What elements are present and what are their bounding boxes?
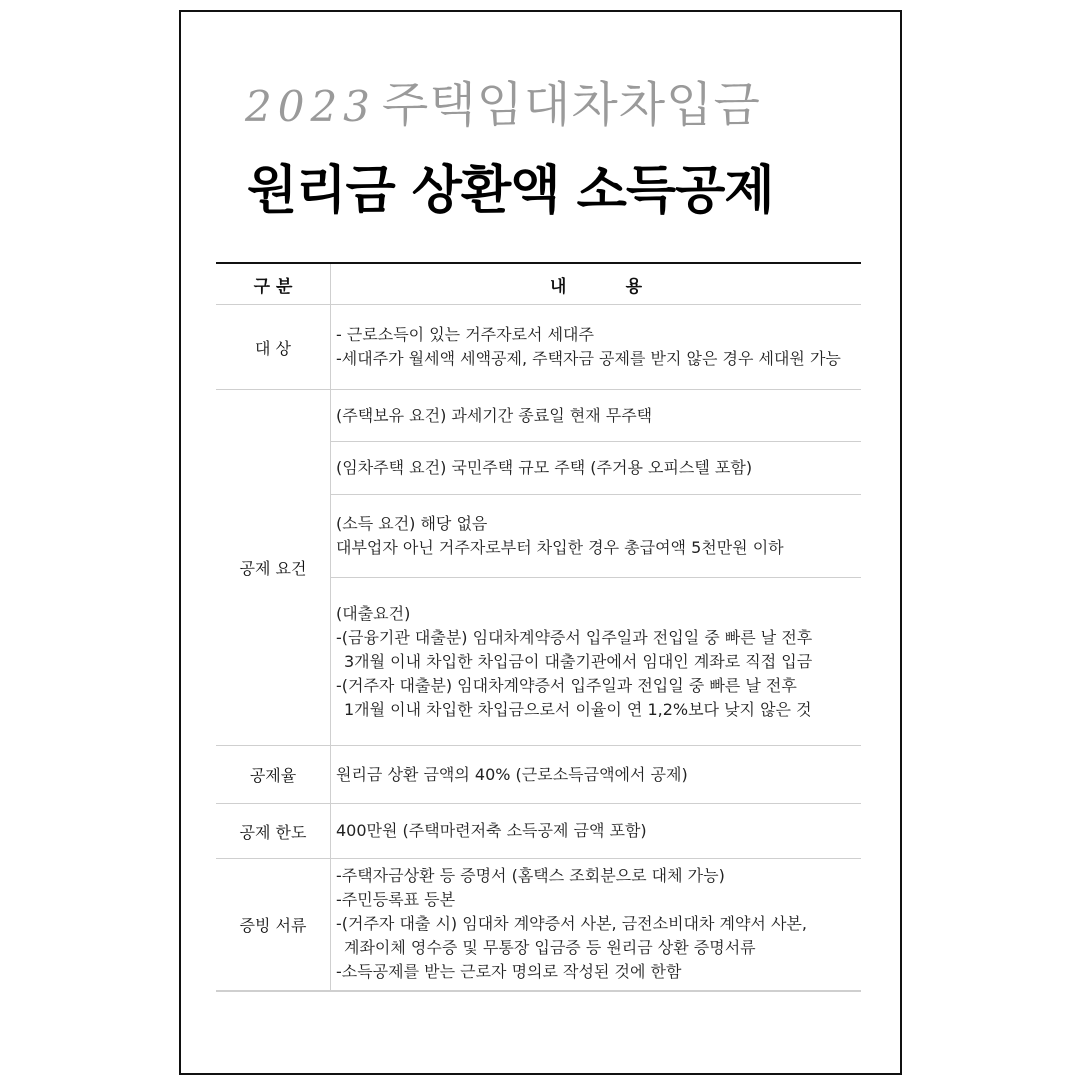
text-line: 3개월 이내 차입한 차입금이 대출기관에서 임대인 계좌로 직접 입금 — [344, 651, 813, 671]
row-content-rental — [331, 442, 862, 495]
text-line: - 근로소득이 있는 거주자로서 세대주 — [336, 325, 594, 344]
table-row — [216, 390, 861, 442]
deduction-table — [216, 262, 861, 992]
header-category: 구 분 — [216, 263, 331, 305]
text-line: -소득공제를 받는 근로자 명의로 작성된 것에 한함 — [336, 962, 682, 982]
title-year: 2023 — [245, 82, 376, 131]
row-content-income — [331, 495, 862, 578]
row-label-documents: 증빙 서류 — [216, 859, 331, 991]
row-content-limit — [331, 804, 862, 859]
table-row — [216, 746, 861, 804]
text-line: -주택자금상환 등 증명서 (홈택스 조회분으로 대체 가능) — [336, 866, 725, 886]
text-line: (주택보유 요건) 과세기간 종료일 현재 무주택 — [336, 405, 653, 425]
row-content-rate — [331, 746, 862, 804]
text-line: (대출요건) — [336, 603, 411, 623]
row-content-target — [331, 305, 862, 390]
text-line: 대부업자 아닌 거주자로부터 차입한 경우 총급여액 5천만원 이하 — [336, 538, 784, 557]
row-label-target: 대 상 — [216, 305, 331, 390]
text-line: 원리금 상환 금액의 40% (근로소득금액에서 공제) — [336, 764, 688, 784]
text-line: -(거주자 대출분) 임대차계약증서 입주일과 전입일 중 빠른 날 전후 — [336, 675, 797, 695]
row-content-housing — [331, 390, 862, 442]
header-content: 내 용 — [331, 263, 862, 305]
row-label-requirements: 공제 요건 — [216, 390, 331, 746]
table-row — [216, 804, 861, 859]
text-line: 1개월 이내 차입한 차입금으로서 이율이 연 1,2%보다 낮지 않은 것 — [344, 699, 812, 719]
text-line: -(금융기관 대출분) 임대차계약증서 입주일과 전입일 중 빠른 날 전후 — [336, 627, 813, 647]
row-content-documents — [331, 859, 862, 991]
text-line: (소득 요건) 해당 없음 — [336, 514, 488, 533]
text-line: 계좌이체 영수증 및 무통장 입금증 등 원리금 상환 증명서류 — [344, 938, 756, 958]
table-header-row — [216, 263, 861, 305]
table-row — [216, 859, 861, 991]
page-title: 원리금 상환액 소득공제 — [247, 161, 774, 221]
row-label-limit: 공제 한도 — [216, 804, 331, 859]
row-content-loan — [331, 578, 862, 746]
title-line-1 — [245, 66, 761, 135]
text-line: -세대주가 월세액 세액공제, 주택자금 공제를 받지 않은 경우 세대원 가능 — [336, 349, 841, 368]
text-line: 400만원 (주택마련저축 소득공제 금액 포함) — [336, 821, 647, 840]
text-line: -(거주자 대출 시) 임대차 계약증서 사본, 금전소비대차 계약서 사본, — [336, 914, 807, 934]
text-line: (임차주택 요건) 국민주택 규모 주택 (주거용 오피스텔 포함) — [336, 458, 753, 477]
row-label-rate: 공제율 — [216, 746, 331, 804]
text-line: -주민등록표 등본 — [336, 890, 456, 910]
table-row — [216, 305, 861, 390]
title-subtitle: 주택임대차차입금 — [381, 77, 761, 133]
